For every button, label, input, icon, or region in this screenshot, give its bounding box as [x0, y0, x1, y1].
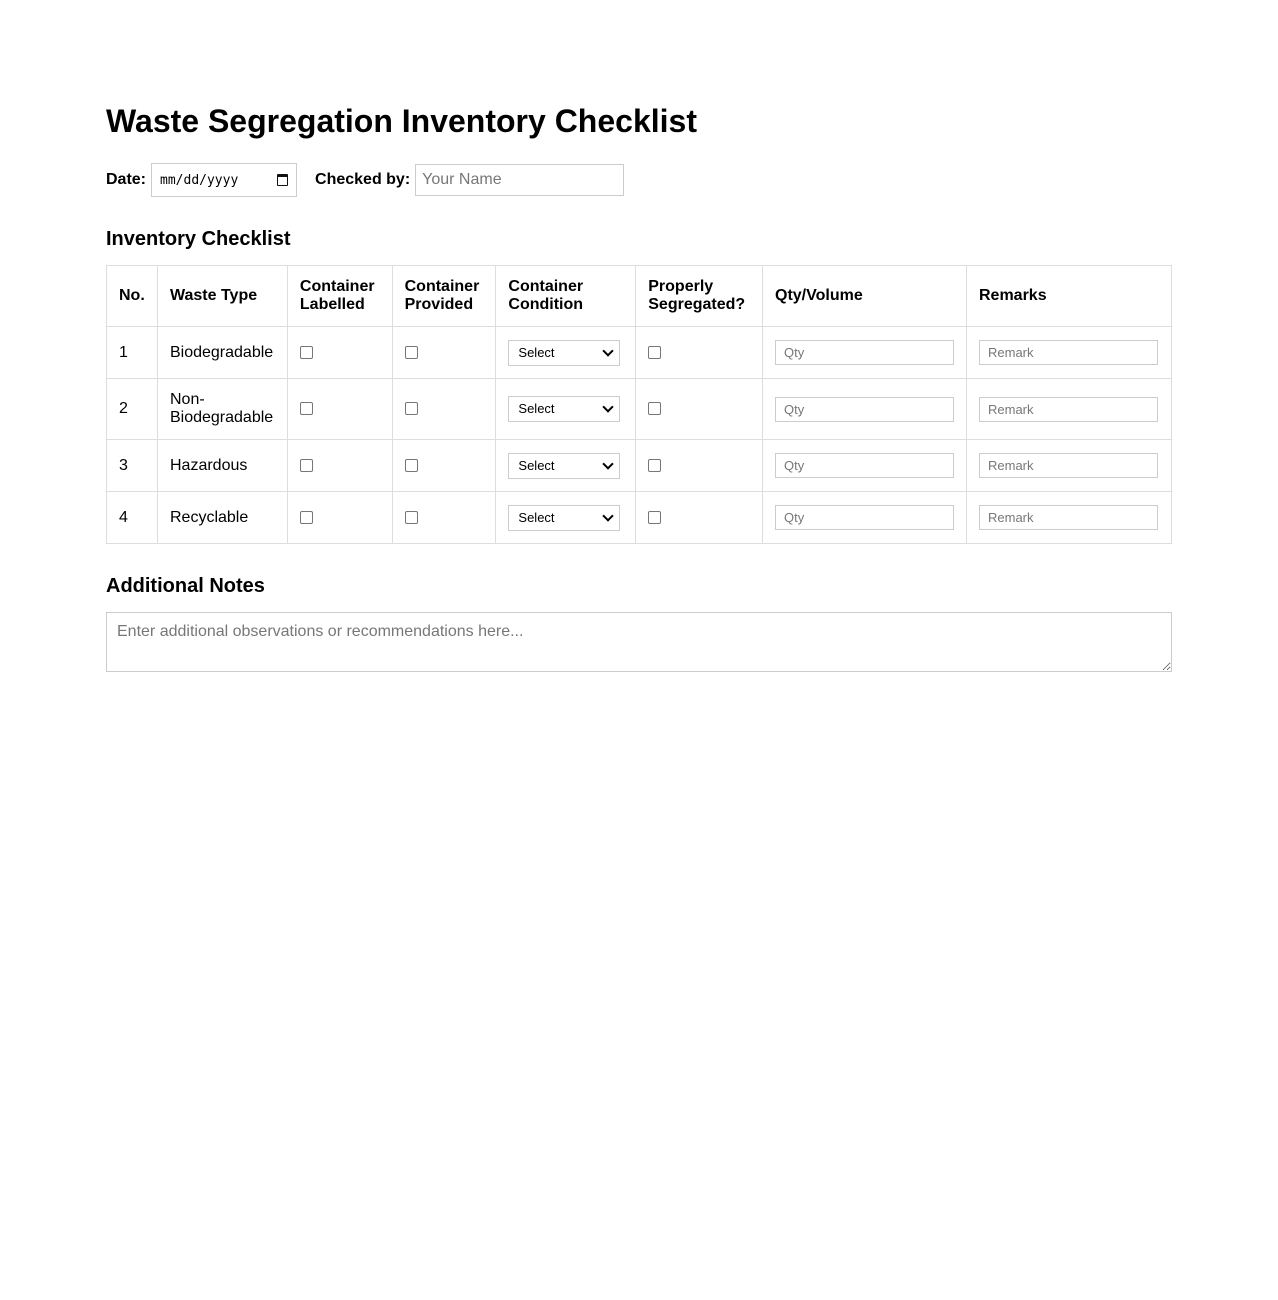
properly-segregated-checkbox[interactable]: [648, 402, 661, 415]
chevron-down-icon: [603, 458, 614, 469]
select-value: Select: [518, 344, 555, 360]
inventory-heading: Inventory Checklist: [106, 228, 291, 250]
table-row: [107, 327, 1172, 379]
select-value: Select: [518, 457, 555, 473]
properly-segregated-checkbox[interactable]: [648, 459, 661, 472]
col-header-waste-type: Waste Type: [157, 266, 287, 327]
remark-input[interactable]: [979, 453, 1158, 478]
col-header-container-provided: Container Provided: [392, 266, 496, 327]
qty-input[interactable]: [775, 453, 954, 478]
checked-by-label: Checked by:: [315, 171, 411, 188]
container-labelled-checkbox[interactable]: [300, 511, 313, 524]
container-labelled-checkbox[interactable]: [300, 459, 313, 472]
waste-type: Hazardous: [157, 440, 287, 492]
row-number: 3: [107, 440, 158, 492]
container-labelled-checkbox[interactable]: [300, 402, 313, 415]
calendar-icon[interactable]: [277, 174, 288, 186]
container-condition-select[interactable]: [508, 505, 620, 531]
col-header-container-condition: Container Condition: [496, 266, 636, 327]
remark-input[interactable]: [979, 397, 1158, 422]
row-number: 1: [107, 327, 158, 379]
remark-input[interactable]: [979, 505, 1158, 530]
qty-input[interactable]: [775, 505, 954, 530]
container-provided-checkbox[interactable]: [405, 402, 418, 415]
table-row: [107, 492, 1172, 544]
container-labelled-checkbox[interactable]: [300, 346, 313, 359]
col-header-container-labelled: Container Labelled: [287, 266, 392, 327]
col-header-qty-volume: Qty/Volume: [763, 266, 967, 327]
table-header-row: [107, 266, 1172, 327]
date-input[interactable]: [151, 163, 297, 197]
date-placeholder: mm/dd/yyyy: [160, 172, 239, 188]
select-value: Select: [518, 401, 555, 416]
checked-by-input[interactable]: [415, 164, 624, 196]
waste-type: Recyclable: [157, 492, 287, 544]
chevron-down-icon: [603, 401, 614, 412]
table-row: [107, 440, 1172, 492]
chevron-down-icon: [603, 510, 614, 521]
waste-type: Biodegradable: [157, 327, 287, 379]
container-condition-select[interactable]: [508, 396, 620, 422]
notes-heading: Additional Notes: [106, 575, 265, 597]
container-provided-checkbox[interactable]: [405, 346, 418, 359]
chevron-down-icon: [603, 345, 614, 356]
container-condition-select[interactable]: [508, 453, 620, 479]
container-condition-select[interactable]: [508, 340, 620, 366]
row-number: 4: [107, 492, 158, 544]
remark-input[interactable]: [979, 340, 1158, 365]
col-header-properly-segregated: Properly Segregated?: [636, 266, 763, 327]
additional-notes-textarea[interactable]: [106, 612, 1172, 672]
row-number: 2: [107, 379, 158, 440]
container-provided-checkbox[interactable]: [405, 511, 418, 524]
inventory-table: [106, 265, 1172, 544]
select-value: Select: [518, 509, 555, 525]
col-header-remarks: Remarks: [967, 266, 1172, 327]
qty-input[interactable]: [775, 340, 954, 365]
waste-type: Non-Biodegradable: [157, 379, 287, 440]
col-header-no: No.: [107, 266, 158, 327]
table-row: [107, 379, 1172, 440]
date-label: Date:: [106, 171, 147, 188]
container-provided-checkbox[interactable]: [405, 459, 418, 472]
properly-segregated-checkbox[interactable]: [648, 511, 661, 524]
meta-row: [106, 163, 624, 197]
page-title: Waste Segregation Inventory Checklist: [106, 103, 697, 139]
qty-input[interactable]: [775, 397, 954, 422]
properly-segregated-checkbox[interactable]: [648, 346, 661, 359]
